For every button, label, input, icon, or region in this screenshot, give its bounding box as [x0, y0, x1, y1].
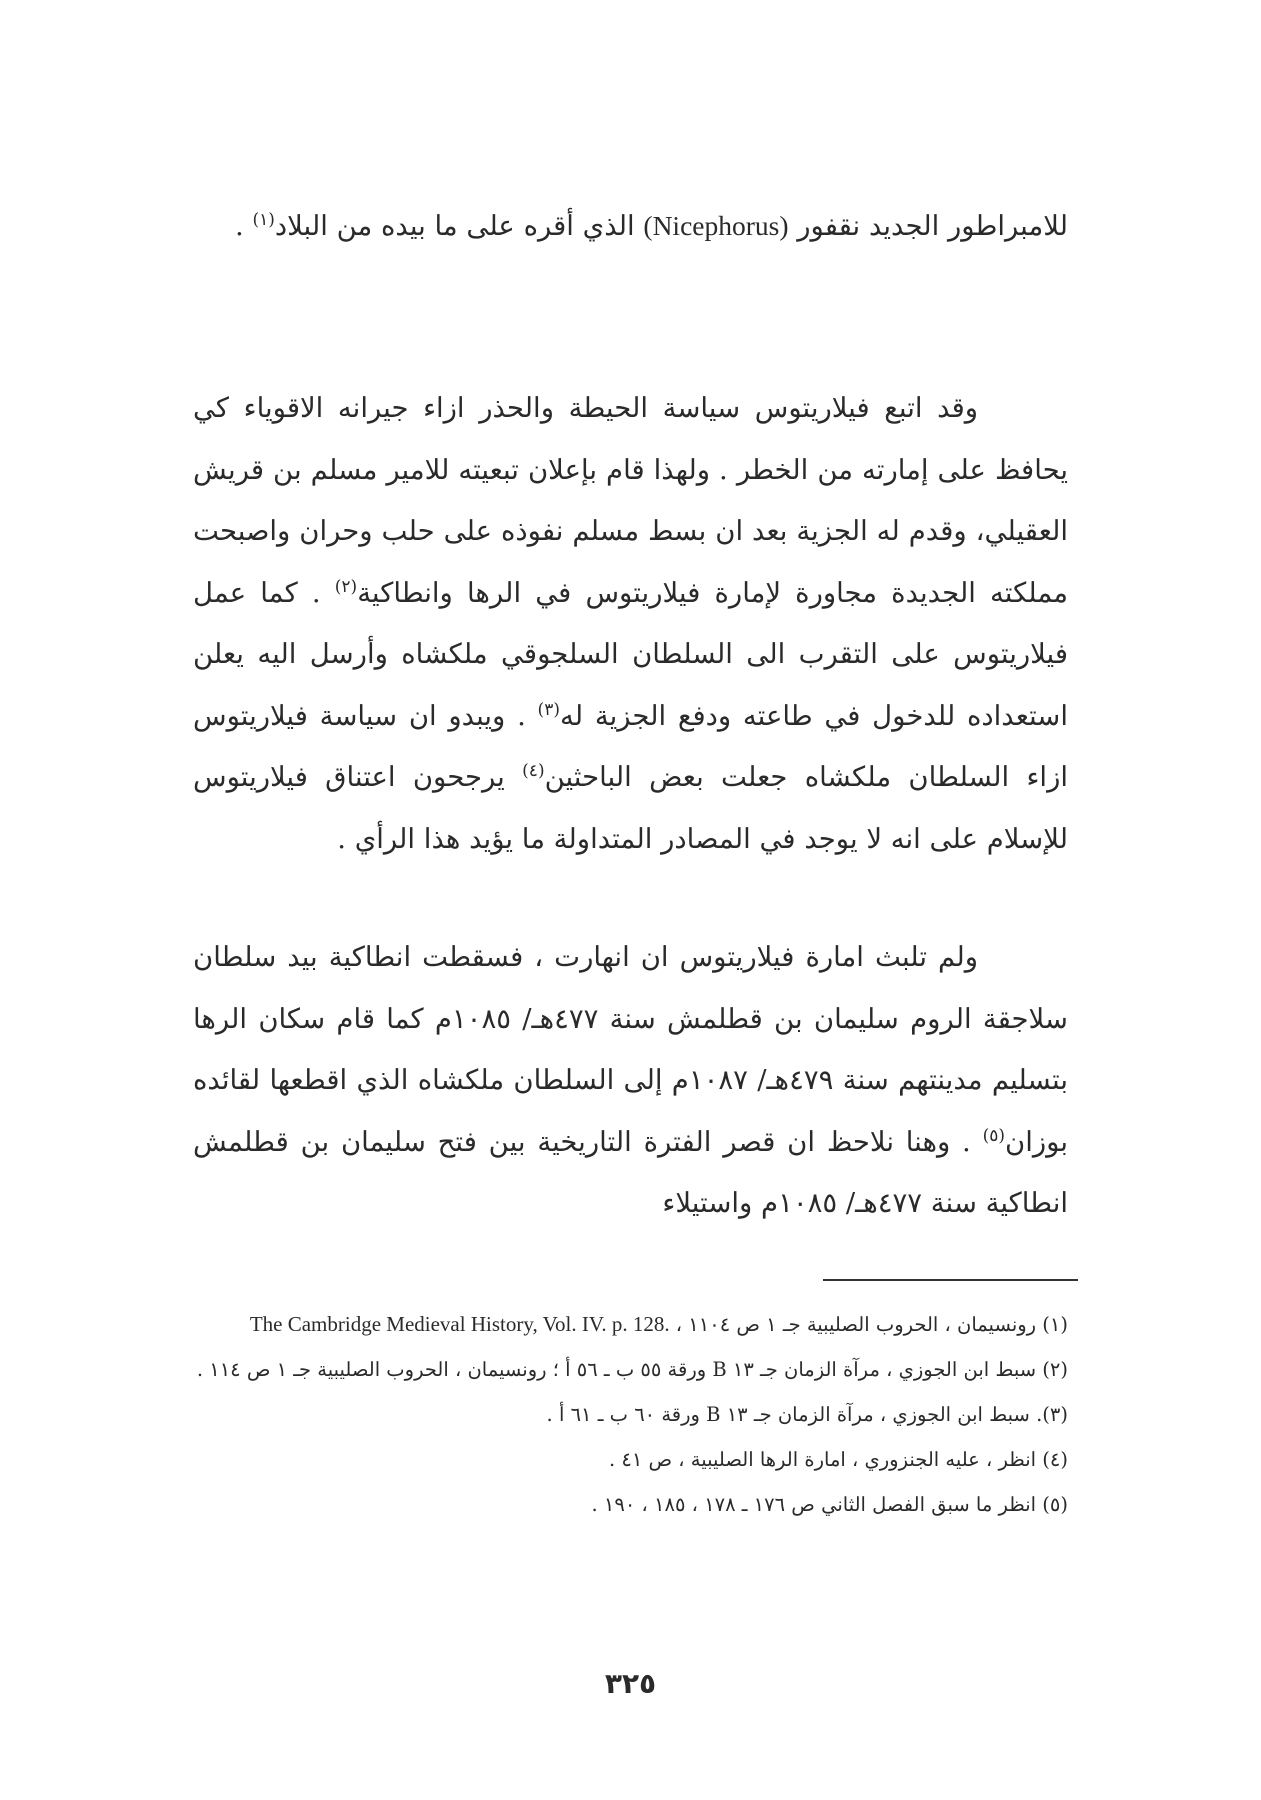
paragraph-3-text-a: ولم تلبث امارة فيلاريتوس ان انهارت ، فسقطت انطاكية بيد سلطان سلاجقة الروم سليمان بن قطلمش سنة ٤٧٧هـ/ ١٠٨٥م كما قام سكان الرها بتسليم مدينتهم سنة ٤٧٩هـ/ ١٠٨٧م إلى السلطان ملكشاه الذي اقطعها لقائده بوزان [193, 941, 1069, 1158]
footnote-ref-5: (٥) [982, 1125, 1006, 1146]
footnote-2: (٢) سبط ابن الجوزي ، مرآة الزمان جـ ١٣ B ورقة ٥٥ ب ـ ٥٦ أ ؛ رونسيمان ، الحروب الصليبية جـ ١ ص ١١٤ . [196, 1358, 1068, 1381]
paragraph-2-text-b: . كما عمل فيلاريتوس على التقرب الى السلطان السلجوقي ملكشاه وأرسل اليه يعلن استعداده للدخول في طاعته ودفع الجزية له [193, 576, 1068, 732]
page-number: ٣٢٥ [604, 1667, 657, 1700]
paragraph-1-text-b: الذي أقره على ما بيده من البلاد [274, 210, 644, 242]
paragraph-1-text-a: للامبراطور الجديد نقفور [788, 210, 1068, 242]
footnote-3: (٣). سبط ابن الجوزي ، مرآة الزمان جـ ١٣ B ورقة ٦٠ ب ـ ٦١ أ . [546, 1403, 1068, 1426]
paragraph-2-text-d: يرجحون اعتناق فيلاريتوس للإسلام على انه لا يوجد في المصادر المتداولة ما يؤيد هذا الرأي . [193, 761, 1068, 855]
footnote-divider [823, 1279, 1078, 1281]
paragraph-2 [193, 378, 1068, 870]
footnote-ref-4: (٤) [522, 760, 545, 781]
footnote-4: (٤) انظر ، عليه الجنزوري ، امارة الرها الصليبية ، ص ٤١ . [608, 1448, 1068, 1471]
paragraph-3 [193, 927, 1068, 1235]
footnote-ref-3: (٣) [537, 699, 560, 720]
paragraph-1-end: . [234, 210, 253, 242]
footnote-5: (٥) انظر ما سبق الفصل الثاني ص ١٧٦ ـ ١٧٨ ، ١٨٥ ، ١٩٠ . [591, 1493, 1068, 1516]
paragraph-2-text-c: . ويبدو ان سياسة فيلاريتوس ازاء السلطان ملكشاه جعلت بعض الباحثين [193, 699, 1068, 793]
paragraph-3-text-b: . وهنا نلاحظ ان قصر الفترة التاريخية بين فتح سليمان بن قطلمش انطاكية سنة ٤٧٧هـ/ ١٠٨٥م واستيلاء [193, 1125, 1068, 1219]
latin-term: (Nicephorus) [643, 210, 789, 241]
footnote-1-arabic: (١) رونسيمان ، الحروب الصليبية جـ ١ ص ١١٠٤ ، [669, 1313, 1068, 1336]
footnote-1-english: The Cambridge Medieval History, Vol. IV. p. 128. [249, 1312, 670, 1336]
footnotes [193, 1305, 1068, 1531]
paragraph-2-text-a: وقد اتبع فيلاريتوس سياسة الحيطة والحذر ازاء جيرانه الاقوياء كي يحافظ على إمارته من الخطر . ولهذا قام بإعلان تبعيته للامير مسلم بن قريش العقيلي، وقدم له الجزية بعد ان بسط مسلم نفوذه على حلب وحران واصبحت مملكته الجديدة مجاورة لإمارة فيلاريتوس في الرها وانطاكية [193, 392, 1069, 609]
paragraph-1 [193, 195, 1068, 258]
footnote-ref-1: (١) [252, 209, 275, 230]
footnote-ref-2: (٢) [334, 576, 358, 597]
footnote-1 [193, 1305, 1068, 1344]
